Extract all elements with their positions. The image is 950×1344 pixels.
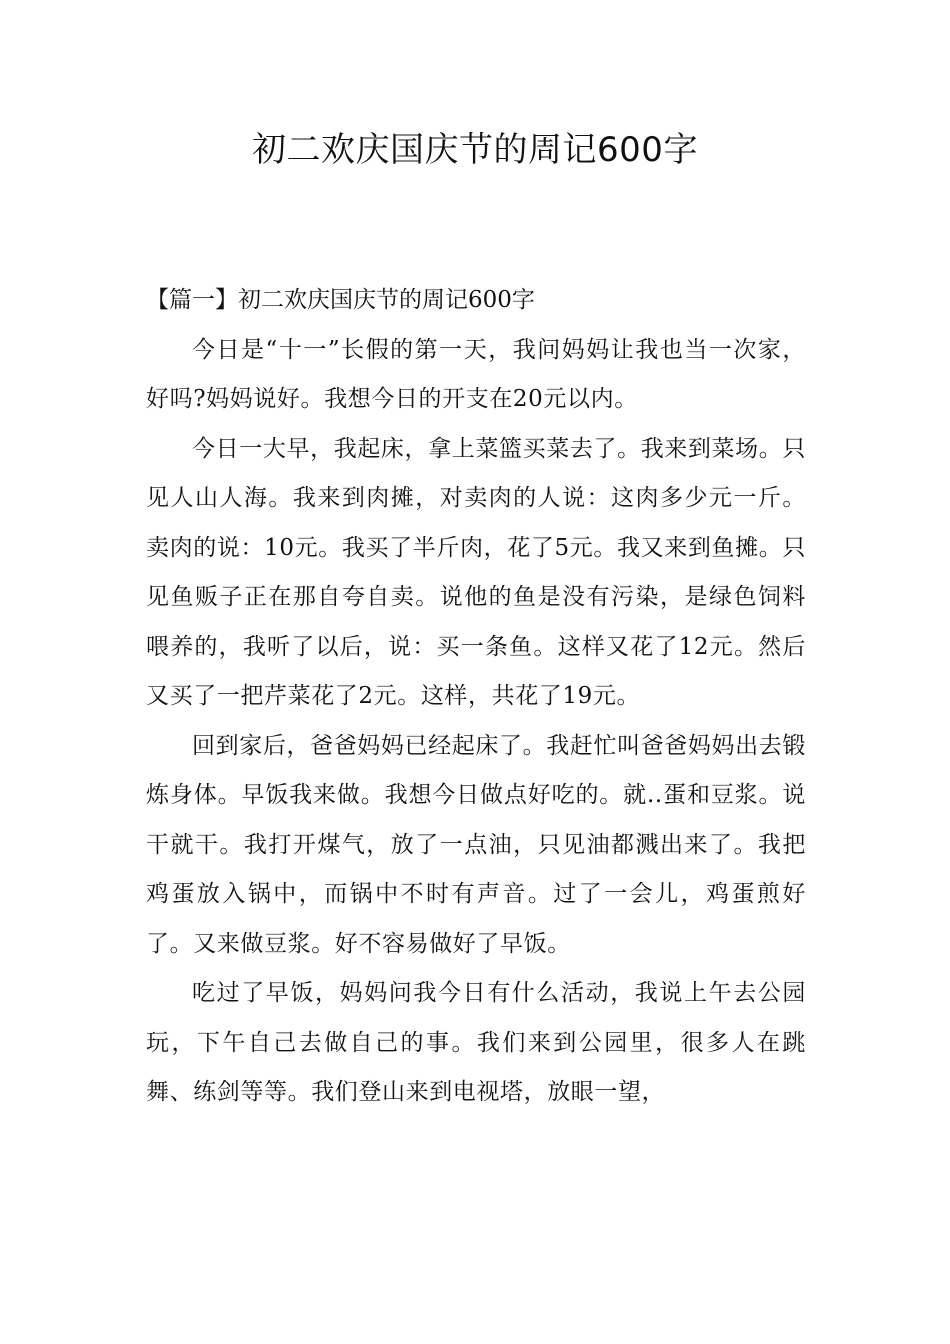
document-title: 初二欢庆国庆节的周记600字 — [252, 130, 698, 170]
paragraph-1: 今日是“十一”长假的第一天，我问妈妈让我也当一次家，好吗?妈妈说好。我想今日的开支在20元以内。 — [146, 336, 806, 412]
paragraph-2: 今日一大早，我起床，拿上菜篮买菜去了。我来到菜场。只见人山人海。我来到肉摊，对卖肉的人说：这肉多少元一斤。卖肉的说：10元。我买了半斤肉，花了5元。我又来到鱼摊。只见鱼贩子正在那自夸自卖。说他的鱼是没有污染，是绿色饲料喂养的，我听了以后，说：买一条鱼。这样又花了12元。然后又买了一把芹菜花了2元。这样，共花了19元。 — [146, 435, 806, 709]
paragraph-4: 吃过了早饭，妈妈问我今日有什么活动，我说上午去公园玩，下午自己去做自己的事。我们来到公园里，很多人在跳舞、练剑等等。我们登山来到电视塔，放眼一望， — [146, 980, 806, 1105]
section-heading: 【篇一】初二欢庆国庆节的周记600字 — [146, 287, 535, 313]
document-body — [146, 276, 806, 1118]
paragraph-3: 回到家后，爸爸妈妈已经起床了。我赶忙叫爸爸妈妈出去锻炼身体。早饭我来做。我想今日做点好吃的。就..蛋和豆浆。说干就干。我打开煤气，放了一点油，只见油都溅出来了。我把鸡蛋放入锅中，而锅中不时有声音。过了一会儿，鸡蛋煎好了。又来做豆浆。好不容易做好了早饭。 — [146, 732, 806, 957]
